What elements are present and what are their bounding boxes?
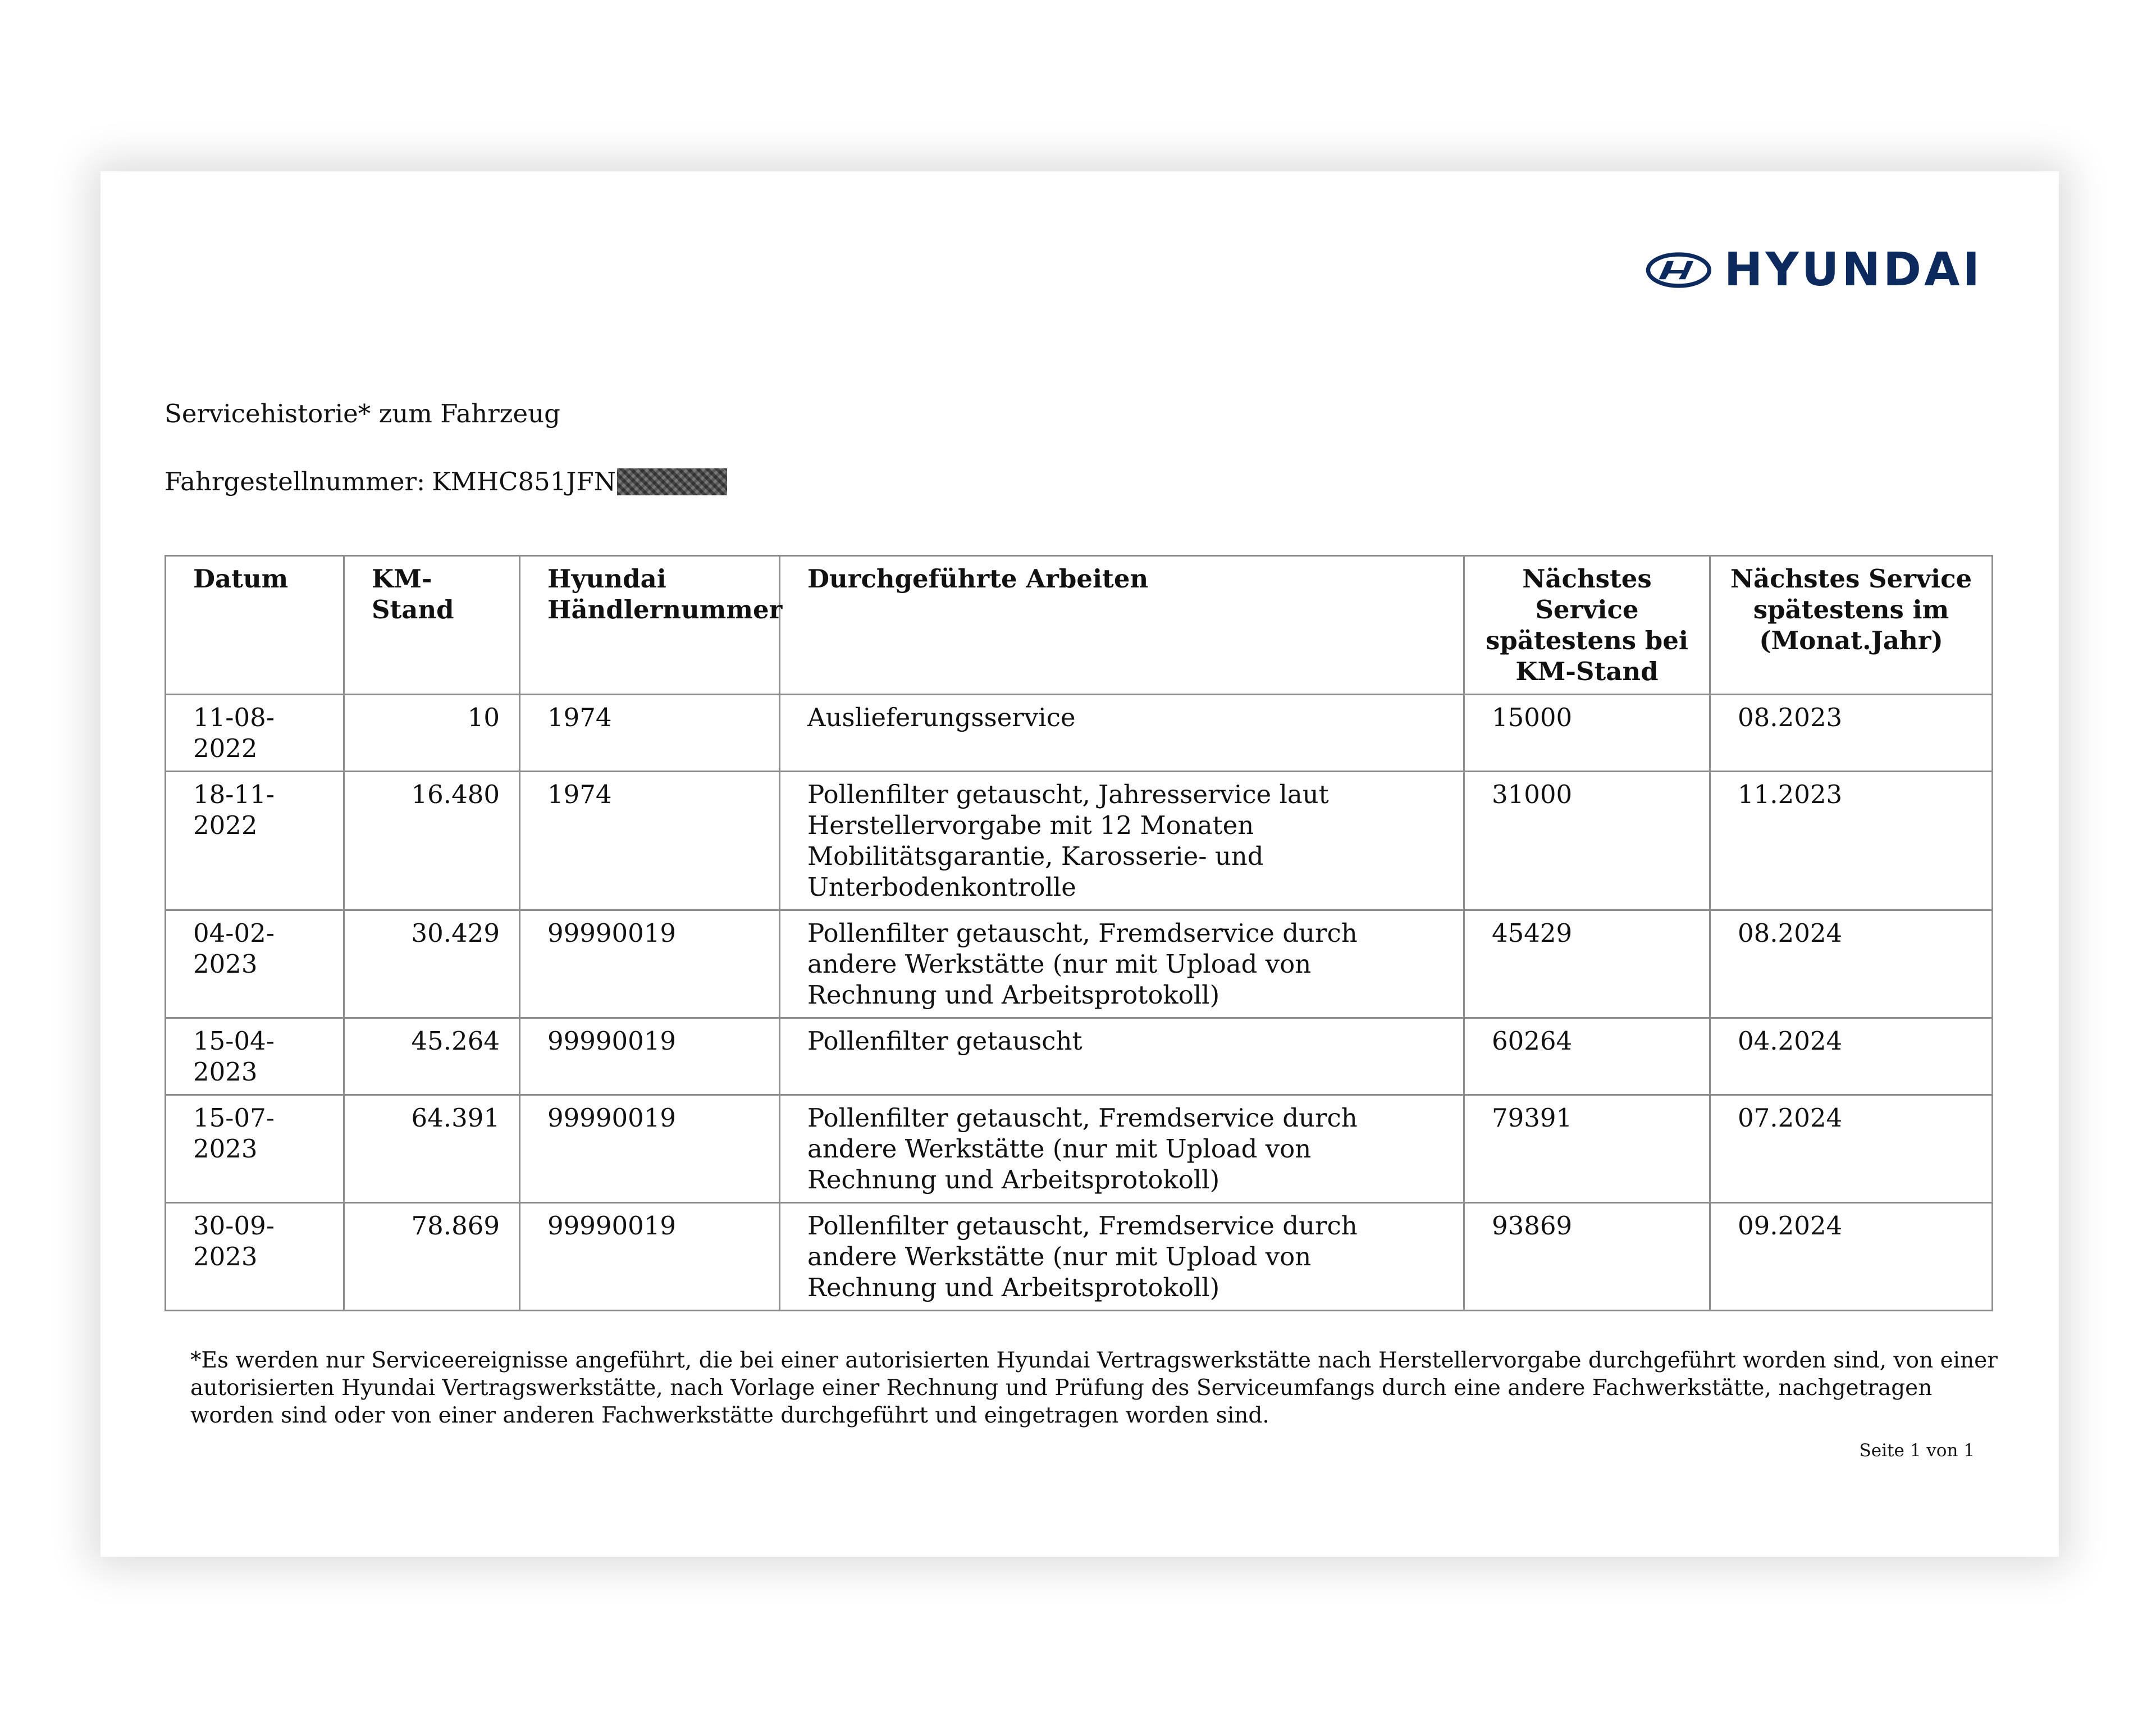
cell-arbeiten: Pollenfilter getauscht, Fremdservice durch andere Werkstätte (nur mit Upload von Rechnung und Arbeitsprotokoll) xyxy=(780,910,1464,1018)
cell-datum: 18-11-2022 xyxy=(166,772,344,910)
vin-line xyxy=(165,467,727,497)
vin-redacted-block xyxy=(617,468,727,495)
cell-arbeiten: Pollenfilter getauscht, Jahresservice laut Herstellervorgabe mit 12 Monaten Mobilitätsgarantie, Karosserie- und Unterbodenkontrolle xyxy=(780,772,1464,910)
cell-haendler: 99990019 xyxy=(520,910,780,1018)
cell-km: 16.480 xyxy=(344,772,520,910)
header-datum: Datum xyxy=(166,556,344,695)
header-haendlernummer: Hyundai Händlernummer xyxy=(520,556,780,695)
cell-km: 45.264 xyxy=(344,1018,520,1095)
cell-haendler: 99990019 xyxy=(520,1018,780,1095)
brand-wordmark: HYUNDAI xyxy=(1724,243,1983,297)
table-row xyxy=(166,1018,1993,1095)
cell-arbeiten: Auslieferungsservice xyxy=(780,695,1464,772)
hyundai-logo xyxy=(1646,244,1983,296)
header-km-stand: KM-Stand xyxy=(344,556,520,695)
vin-value: KMHC851JFN xyxy=(432,467,616,496)
cell-next-date: 07.2024 xyxy=(1710,1095,1993,1203)
cell-datum: 15-07-2023 xyxy=(166,1095,344,1203)
table-row xyxy=(166,1095,1993,1203)
table-row xyxy=(166,910,1993,1018)
header-next-km: Nächstes Service spätestens bei KM-Stand xyxy=(1464,556,1710,695)
cell-km: 64.391 xyxy=(344,1095,520,1203)
table-row xyxy=(166,1203,1993,1311)
cell-next-date: 04.2024 xyxy=(1710,1018,1993,1095)
cell-haendler: 1974 xyxy=(520,772,780,910)
cell-km: 10 xyxy=(344,695,520,772)
cell-haendler: 99990019 xyxy=(520,1095,780,1203)
cell-arbeiten: Pollenfilter getauscht, Fremdservice durch andere Werkstätte (nur mit Upload von Rechnung und Arbeitsprotokoll) xyxy=(780,1095,1464,1203)
page-number: Seite 1 von 1 xyxy=(1859,1441,1975,1461)
document-title: Servicehistorie* zum Fahrzeug xyxy=(165,399,560,429)
cell-next-date: 09.2024 xyxy=(1710,1203,1993,1311)
cell-next-date: 08.2024 xyxy=(1710,910,1993,1018)
cell-next-km: 15000 xyxy=(1464,695,1710,772)
cell-km: 30.429 xyxy=(344,910,520,1018)
header-next-date: Nächstes Service spätestens im (Monat.Jahr) xyxy=(1710,556,1993,695)
document-page xyxy=(101,171,2059,1557)
table-row xyxy=(166,695,1993,772)
cell-next-km: 31000 xyxy=(1464,772,1710,910)
cell-datum: 11-08-2022 xyxy=(166,695,344,772)
cell-km: 78.869 xyxy=(344,1203,520,1311)
cell-datum: 15-04-2023 xyxy=(166,1018,344,1095)
cell-next-date: 08.2023 xyxy=(1710,695,1993,772)
footnote: *Es werden nur Serviceereignisse angeführt, die bei einer autorisierten Hyundai Vertragswerkstätte nach Herstellervorgabe durchgeführt worden sind, von einer autorisierten Hyundai Vertragswerkstätte, nach Vorlage einer Rechnung und Prüfung des Serviceumfangs durch eine andere Fachwerkstätte, nachgetragen worden sind oder von einer anderen Fachwerkstätte durchgeführt und eingetragen worden sind. xyxy=(190,1348,1998,1428)
cell-next-km: 60264 xyxy=(1464,1018,1710,1095)
cell-datum: 30-09-2023 xyxy=(166,1203,344,1311)
cell-next-km: 45429 xyxy=(1464,910,1710,1018)
cell-haendler: 99990019 xyxy=(520,1203,780,1311)
table-header-row xyxy=(166,556,1993,695)
cell-arbeiten: Pollenfilter getauscht xyxy=(780,1018,1464,1095)
cell-datum: 04-02-2023 xyxy=(166,910,344,1018)
cell-next-km: 79391 xyxy=(1464,1095,1710,1203)
cell-arbeiten: Pollenfilter getauscht, Fremdservice durch andere Werkstätte (nur mit Upload von Rechnung und Arbeitsprotokoll) xyxy=(780,1203,1464,1311)
vin-label: Fahrgestellnummer: xyxy=(165,467,426,496)
cell-next-km: 93869 xyxy=(1464,1203,1710,1311)
header-arbeiten: Durchgeführte Arbeiten xyxy=(780,556,1464,695)
service-history-table xyxy=(165,555,1993,1311)
hyundai-logo-icon xyxy=(1646,245,1712,295)
cell-haendler: 1974 xyxy=(520,695,780,772)
table-row xyxy=(166,772,1993,910)
cell-next-date: 11.2023 xyxy=(1710,772,1993,910)
